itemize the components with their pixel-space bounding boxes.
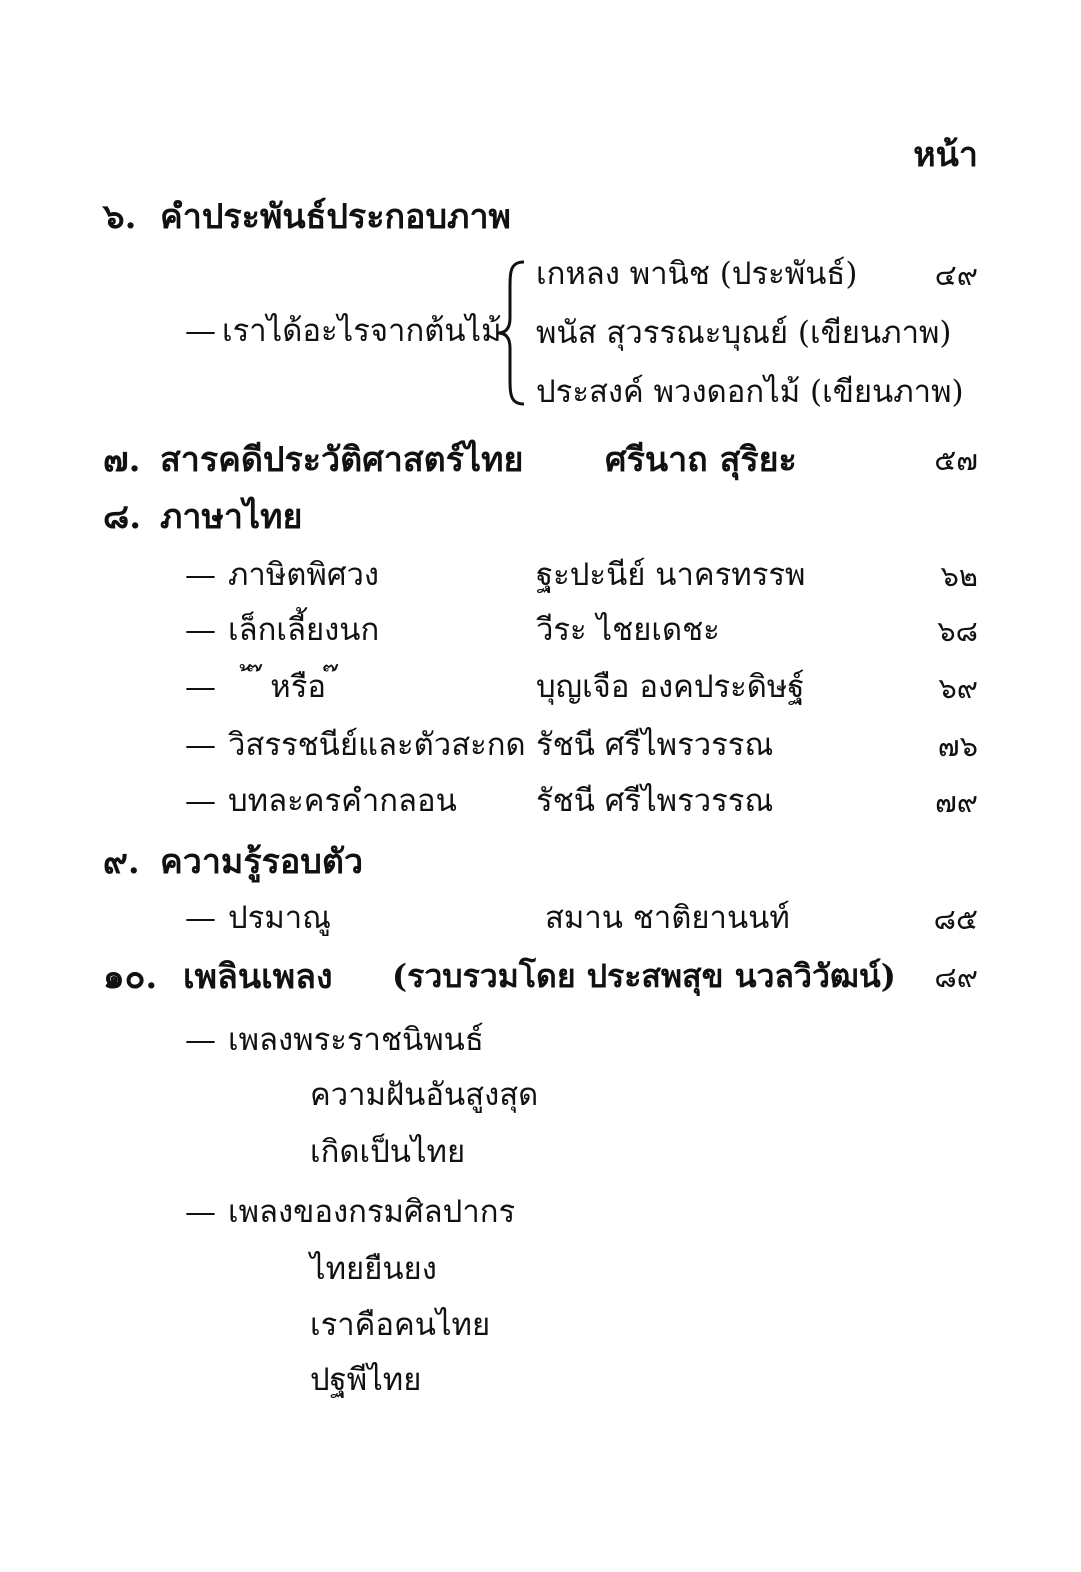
dash: — [185, 612, 216, 648]
section-9-title: ความรู้รอบตัว [160, 842, 364, 882]
credit-writer: เกหลง พานิช (ประพันธ์) [536, 256, 858, 292]
entry-title: ้ ๊ หรือ ๊ [250, 669, 337, 705]
song-title: ความฝันอันสูงสุด [310, 1077, 539, 1113]
entry-author: สมาน ชาติยานนท์ [545, 900, 790, 936]
section-7-number: ๗. [103, 440, 141, 480]
dash: — [185, 900, 216, 936]
song-group-title: เพลงของกรมศิลปากร [228, 1194, 516, 1230]
section-8-number: ๘. [103, 497, 142, 537]
section-6-item-dash: — [185, 313, 216, 349]
section-10-compiler-note: (รวบรวมโดย ประสพสุข นวลวิวัฒน์) [392, 957, 896, 995]
credit-illustrator: ประสงค์ พวงดอกไม้ (เขียนภาพ) [536, 374, 964, 410]
section-7-title: สารคดีประวัติศาสตร์ไทย [160, 440, 524, 480]
entry-title: วิสรรชนีย์และตัวสะกด [228, 727, 526, 763]
entry-author: รัชนี ศรีไพรวรรณ [536, 727, 774, 763]
dash: — [185, 1194, 216, 1230]
page-number: ๔๙ [934, 258, 978, 292]
dash: — [185, 727, 216, 763]
entry-title: ปรมาณู [228, 900, 331, 936]
credit-illustrator: พนัส สุวรรณะบุณย์ (เขียนภาพ) [536, 315, 952, 351]
section-8-title: ภาษาไทย [160, 497, 303, 537]
section-9-number: ๙. [103, 842, 140, 882]
song-title: เกิดเป็นไทย [310, 1134, 466, 1170]
page-number: ๗๙ [934, 785, 978, 819]
page-number: ๕๗ [934, 443, 978, 477]
page-number: ๖๙ [938, 671, 978, 705]
dash: — [185, 1022, 216, 1058]
page-number: ๖๘ [937, 614, 978, 648]
song-title: ไทยยืนยง [310, 1251, 437, 1287]
section-10-title: เพลินเพลง [183, 957, 333, 997]
section-6-title: คำประพันธ์ประกอบภาพ [160, 197, 511, 237]
song-group-title: เพลงพระราชนิพนธ์ [228, 1022, 484, 1058]
entry-author: ฐะปะนีย์ นาครทรรพ [536, 557, 806, 593]
curly-brace-icon [496, 258, 530, 408]
page-number: ๘๙ [934, 960, 978, 994]
song-title: ปฐพีไทย [310, 1362, 422, 1398]
entry-title: บทละครคำกลอน [228, 783, 457, 819]
song-title: เราคือคนไทย [310, 1307, 491, 1343]
dash: — [185, 669, 216, 705]
section-6-number: ๖. [103, 197, 137, 237]
page-number: ๗๖ [937, 729, 978, 763]
section-6-item-title: เราได้อะไรจากต้นไม้ [222, 313, 502, 349]
entry-title: ภาษิตพิศวง [228, 557, 380, 593]
page-column-header: หน้า [913, 135, 978, 175]
dash: — [185, 783, 216, 819]
entry-author: รัชนี ศรีไพรวรรณ [536, 783, 774, 819]
page-number: ๘๕ [933, 902, 978, 936]
section-10-number: ๑๐. [103, 957, 158, 997]
entry-author: วีระ ไชยเดชะ [536, 612, 720, 648]
entry-author: บุญเจือ องคประดิษฐ์ [536, 669, 805, 705]
entry-title: เล็กเลี้ยงนก [228, 612, 380, 648]
page-number: ๖๒ [940, 559, 978, 593]
dash: — [185, 557, 216, 593]
section-7-author: ศรีนาถ สุริยะ [605, 440, 797, 480]
